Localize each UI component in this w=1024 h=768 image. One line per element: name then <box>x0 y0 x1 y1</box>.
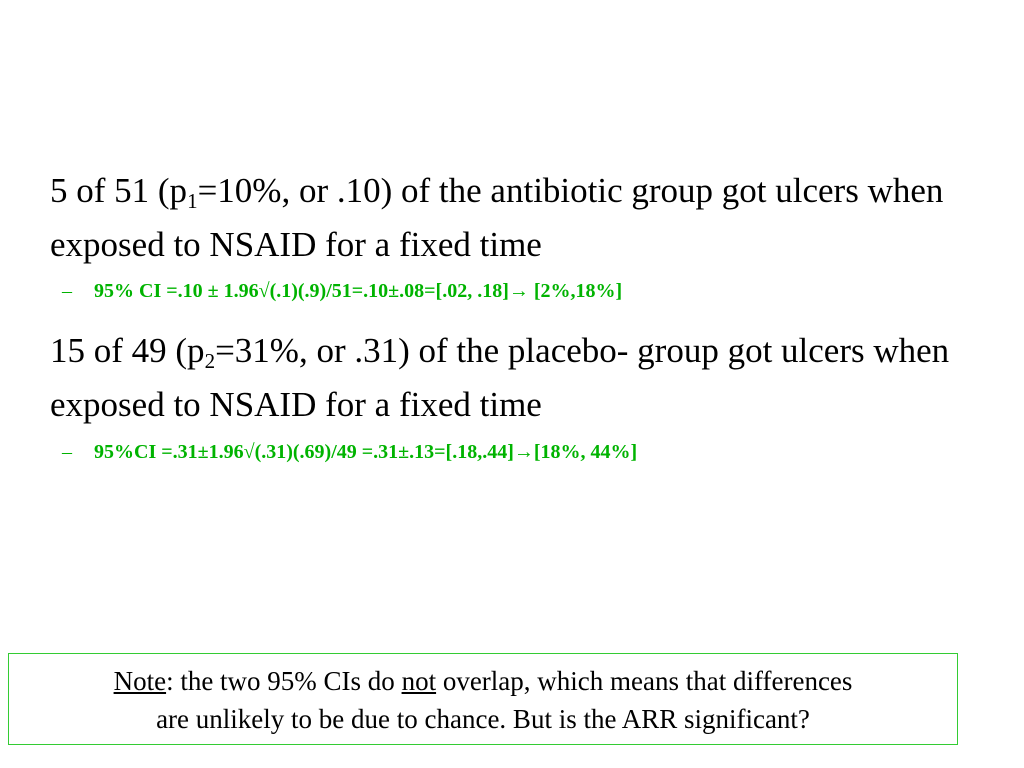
bullet-text-post: =31%, or .31) of the placebo- group got ulcers when exposed to NSAID for a fixed time <box>50 331 950 424</box>
bullet-text-pre: 15 of 49 (p <box>50 331 205 370</box>
placebo-ci-line <box>62 439 637 465</box>
bullet-text-post: =10%, or .10) of the antibiotic group got ulcers when exposed to NSAID for a fixed time <box>50 171 944 264</box>
antibiotic-ci-line <box>62 278 622 304</box>
p1-subscript: 1 <box>187 189 198 213</box>
placebo-group-bullet <box>50 324 1010 432</box>
note-text-after: overlap, which means that differences <box>436 666 853 696</box>
note-line-1 <box>9 662 957 700</box>
note-box <box>8 653 958 745</box>
bullet-text-pre: 5 of 51 (p <box>50 171 188 210</box>
note-text-before: : the two 95% CIs do <box>166 666 402 696</box>
note-not-word: not <box>401 666 437 696</box>
sub-bullet-dash: – <box>62 280 72 302</box>
note-line-2: are unlikely to be due to chance. But is the ARR significant? <box>156 704 810 734</box>
note-label: Note <box>113 666 167 696</box>
ci-text: 95% CI =.10 ± 1.96√(.1)(.9)/51=.10±.08=[.02, .18]→ [2%,18%] <box>94 280 623 302</box>
ci-text: 95%CI =.31±1.96√(.31)(.69)/49 =.31±.13=[.18,.44]→[18%, 44%] <box>94 441 638 463</box>
sub-bullet-dash: – <box>62 441 72 463</box>
antibiotic-group-bullet <box>50 164 1010 272</box>
p2-subscript: 2 <box>204 349 216 373</box>
